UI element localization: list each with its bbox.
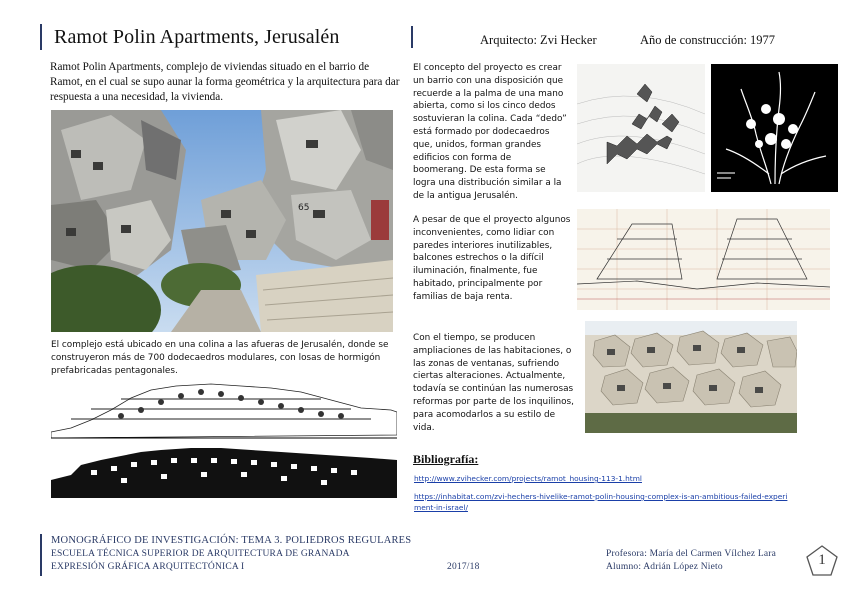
page-title: Ramot Polin Apartments, Jerusalén <box>54 26 340 48</box>
location-text: El complejo está ubicado en una colina a las afueras de Jerusalén, donde se construyeron más de 700 dodecaedros modulares, con losas de hormigón prefabricadas pentagonales. <box>51 340 389 376</box>
title-accent-bar <box>40 24 42 50</box>
footer-student: Alumno: Adrián López Nieto <box>606 562 723 572</box>
footer-professor: Profesora: María del Carmen Vílchez Lara <box>606 549 777 559</box>
architect-label: Arquitecto: Zvi Hecker <box>480 33 597 47</box>
footer-year: 2017/18 <box>447 562 480 572</box>
footer-school: ESCUELA TÉCNICA SUPERIOR DE ARQUITECTURA DE GRANADA <box>51 549 350 559</box>
elevation-drawing <box>51 380 397 498</box>
footer-course: EXPRESIÓN GRÁFICA ARQUITECTÓNICA I <box>51 562 245 572</box>
section-drawing <box>577 209 830 310</box>
bibliography-link-2[interactable]: https://inhabitat.com/zvi-hechers-hivelike-ramot-polin-housing-complex-is-an-ambitious-failed-experiment-in-israel/ <box>414 492 788 512</box>
facade-photo <box>585 321 797 433</box>
header-divider <box>411 26 413 48</box>
footer-monograph: MONOGRÁFICO DE INVESTIGACIÓN: TEMA 3. POLIEDROS REGULARES <box>51 535 412 546</box>
page-number-badge <box>805 544 839 578</box>
site-plan-drawing <box>577 64 705 192</box>
footer-accent-bar <box>40 534 42 576</box>
main-photo <box>51 110 393 332</box>
intro-text: Ramot Polin Apartments, complejo de viviendas situado en el barrio de Ramot, en el cual se supo aunar la forma geométrica y la arquitectura para dar respuesta a una necesidad, la vivienda. <box>50 61 400 103</box>
year-label: Año de construcción: 1977 <box>640 33 776 47</box>
page-number: 1 <box>818 552 826 568</box>
evolution-text: Con el tiempo, se producen ampliaciones de las habitaciones, o las zonas de ventanas, sufriendo ciertas alteraciones. Actualmente, todavía se continúan las numerosas reformas por parte de los inquilinos, para acomodarlos a su estilo de vida. <box>413 333 575 433</box>
bibliography-heading: Bibliografía: <box>413 452 479 466</box>
building-number: 65 <box>298 203 310 213</box>
concept-text: El concepto del proyecto es crear un barrio con una disposición que recuerde a la palma de una mano abierta, como si los cinco dedos sostuvieran la colina. Cada “dedo” está formado por dodecaedros que, unidos, forman grandes edificios con forma de boomerang. De esta forma se logra una distribución similar a la de la antigua Jerusalén. <box>413 63 567 201</box>
issues-text: A pesar de que el proyecto algunos inconvenientes, como lidiar con paredes interiores inutilizables, balcones estrechos o la difícil iluminación, finalmente, fue habitado, principalmente por familias de baja renta. <box>413 215 571 302</box>
bibliography-link-1[interactable]: http://www.zvihecker.com/projects/ramot_housing-113-1.html <box>414 474 642 483</box>
hand-diagram <box>711 64 838 192</box>
